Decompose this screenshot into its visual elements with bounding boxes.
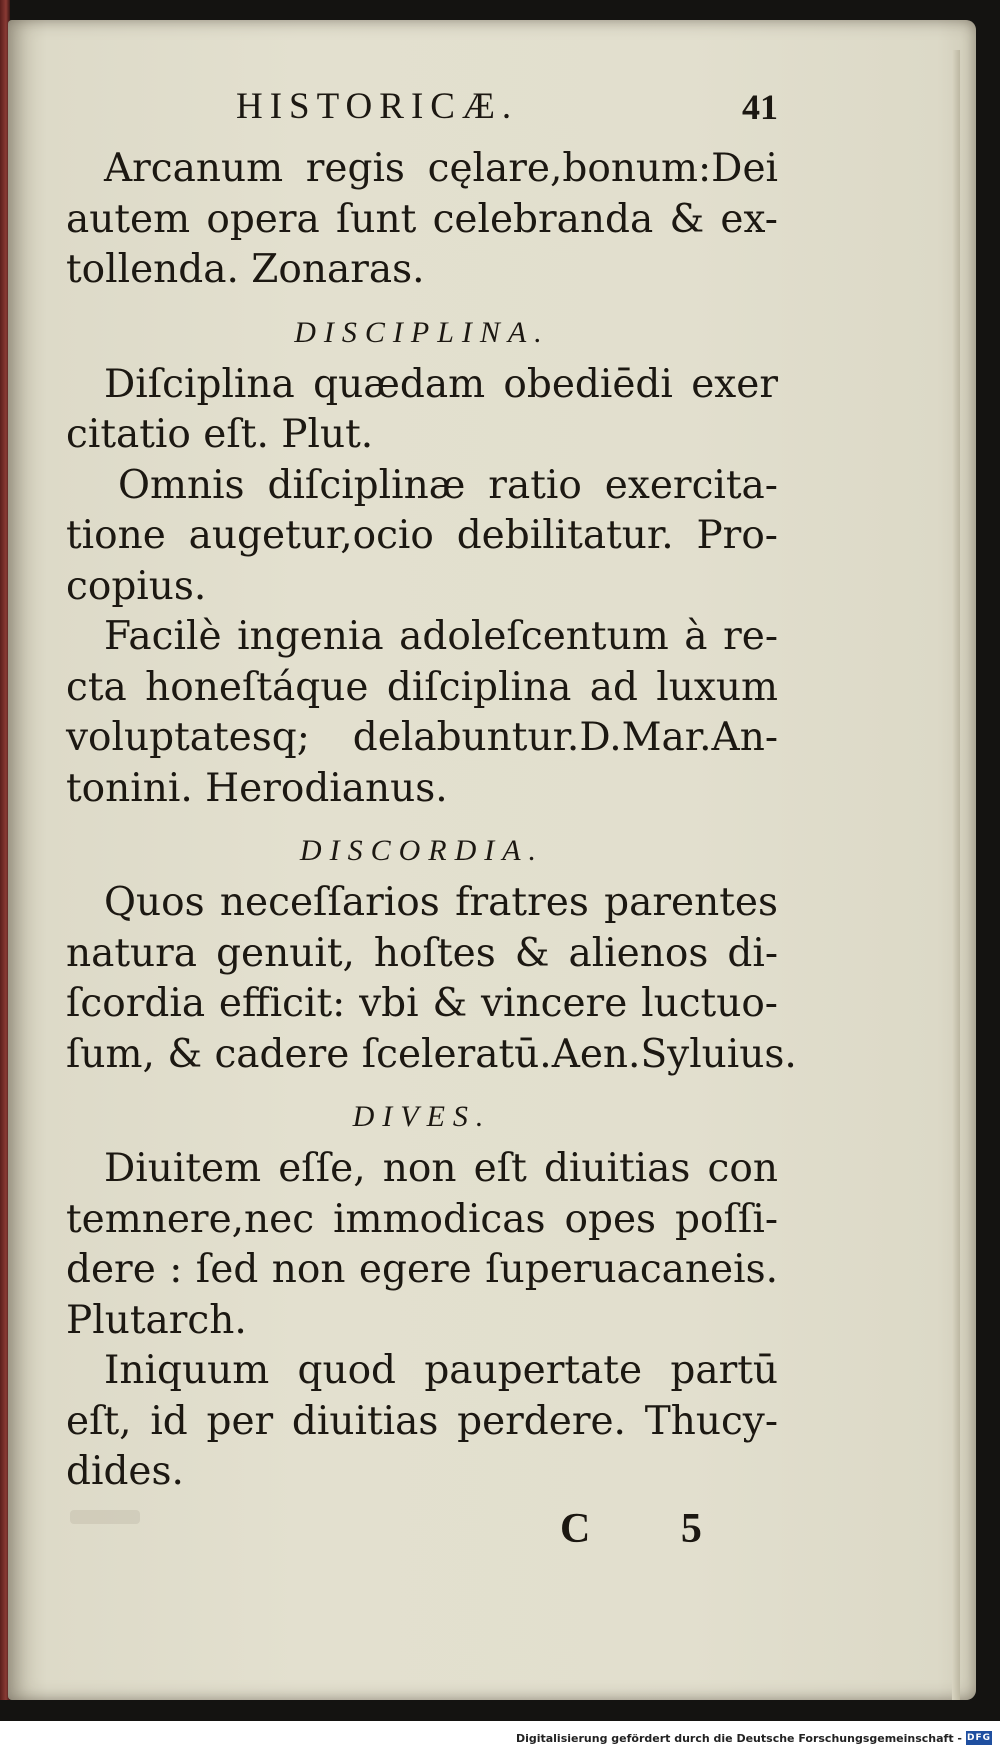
text-line: ſcordia efficit: vbi & vincere luctuo- xyxy=(66,981,778,1026)
paragraph xyxy=(66,461,778,613)
text-line: voluptatesq; delabuntur.D.Mar.An- xyxy=(66,715,778,760)
text-line: Facilè ingenia adoleſcentum à re- xyxy=(104,614,778,659)
page-number: 41 xyxy=(742,87,778,127)
section-heading: DIVES. xyxy=(352,1100,492,1133)
section-continuation xyxy=(66,144,778,296)
text-line: tonini. Herodianus. xyxy=(66,765,448,811)
scan-bottom-border xyxy=(0,1700,1000,1721)
text-line: temnere,nec immodicas opes poſſi- xyxy=(66,1196,778,1242)
text-line: tollenda. Zonaras. xyxy=(66,247,425,292)
signature-mark: C 5 xyxy=(560,1506,742,1552)
text-line: citatio eſt. Plut. xyxy=(66,412,374,457)
section-disciplina xyxy=(66,308,778,815)
faint-offset-mark xyxy=(70,1510,140,1524)
text-line: Diſciplina quædam obediēdi exer xyxy=(104,361,778,407)
text-line: autem opera ſunt celebranda & ex- xyxy=(66,196,778,242)
running-title: HISTORICÆ. xyxy=(236,86,519,127)
paragraph xyxy=(66,1346,778,1498)
footer-credit: Digitalisierung gefördert durch die Deutsche Forschungsgemeinschaft - xyxy=(515,1732,962,1745)
digitization-footer xyxy=(0,1721,1000,1751)
text-line: Omnis diſciplinæ ratio exercita- xyxy=(118,462,778,508)
text-line: copius. xyxy=(66,563,207,609)
section-discordia xyxy=(66,826,797,1080)
text-line: dides. xyxy=(66,1449,184,1494)
text-line: dere : ſed non egere ſuperuacaneis. xyxy=(66,1247,778,1292)
paragraph xyxy=(66,360,778,461)
text-line: Arcanum regis cęlare,bonum:Dei xyxy=(104,146,778,191)
running-head xyxy=(66,82,778,144)
text-line: Iniquum quod paupertate partū xyxy=(104,1348,778,1393)
section-heading: DISCIPLINA. xyxy=(294,315,550,349)
text-line: tione augetur,ocio debilitatur. Pro- xyxy=(66,513,778,558)
text-line: natura genuit, hoſtes & alienos di- xyxy=(66,930,778,976)
dfg-logo: DFG xyxy=(966,1733,991,1743)
text-block xyxy=(66,82,797,1498)
section-heading: DISCORDIA. xyxy=(299,834,545,867)
paragraph xyxy=(66,612,778,814)
section-dives xyxy=(66,1092,778,1498)
text-line: cta honeſtáque diſciplina ad luxum xyxy=(66,664,778,710)
paragraph xyxy=(66,144,778,296)
paragraph xyxy=(66,878,797,1080)
text-line: Diuitem eſſe, non eſt diuitias con xyxy=(104,1146,778,1191)
paragraph xyxy=(66,1144,778,1346)
text-line: Quos neceſſarios fratres parentes xyxy=(104,880,778,925)
text-line: ſum, & cadere ſceleratū.Aen.Syluius. xyxy=(66,1031,797,1077)
text-line: eſt, id per diuitias perdere. Thucy- xyxy=(66,1398,778,1444)
text-line: Plutarch. xyxy=(66,1297,247,1343)
page-edge xyxy=(952,50,960,1710)
